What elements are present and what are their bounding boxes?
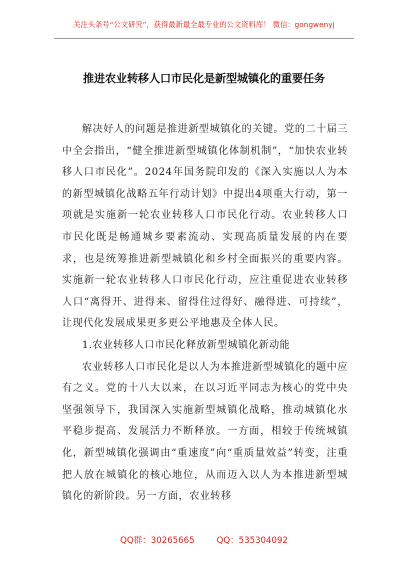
footer-contact — [0, 534, 408, 546]
header-promo-note: 关注头条号“公文研究”，获得最新最全最专业的公文资料库！ 微信：gongwenyj — [73, 20, 335, 29]
section-heading: 1.农业转移人口市民化释放新型城镇化新动能 — [82, 339, 290, 351]
footer-qq: QQ：535304092 — [216, 536, 288, 546]
paragraph-intro: 解决好人的问题是推进新型城镇化的关键。党的二十届三中全会指出，“健全推进新型城镇化体制机制”，“加快农业转移人口市民化”。2024年国务院印发的《深入实施以人为本的新型城镇化战略五年行动计划》中提出4项重大行动，第一项就是实施新一轮农业转移人口市民化行动。农业转移人口市民化既是畅通城乡要素流动、实现高质量发展的内在要求，也是统筹推进新型城镇化和乡村全面振兴的重要内容。实施新一轮农业转移人口市民化行动，应注重促进农业转移人口“离得开、进得来、留得住过得好、融得进、可持续”，让现代化发展成果更多更公平地惠及全体人民。 — [62, 124, 348, 330]
document-title: 推进农业转移人口市民化是新型城镇化的重要任务 — [83, 72, 325, 85]
paragraph-section-1: 农业转移人口市民化是以人为本推进新型城镇化的题中应有之义。党的十八大以来，在以习近平同志为核心的党中央坚强领导下，我国深入实施新型城镇化战略，推动城镇化水平稳步提高、发展活力不断释放。一方面，相较于传统城镇化，新型城镇化强调由“重速度”向“重质量效益”转变，注重把人放在城镇化的核心地位，从而迈入以人为本推进新型城镇化的新阶段。另一方面，农业转移 — [62, 361, 348, 503]
document-body — [62, 119, 348, 508]
header-divider — [54, 38, 354, 39]
footer-qq-group: QQ群：30265665 — [120, 536, 195, 546]
